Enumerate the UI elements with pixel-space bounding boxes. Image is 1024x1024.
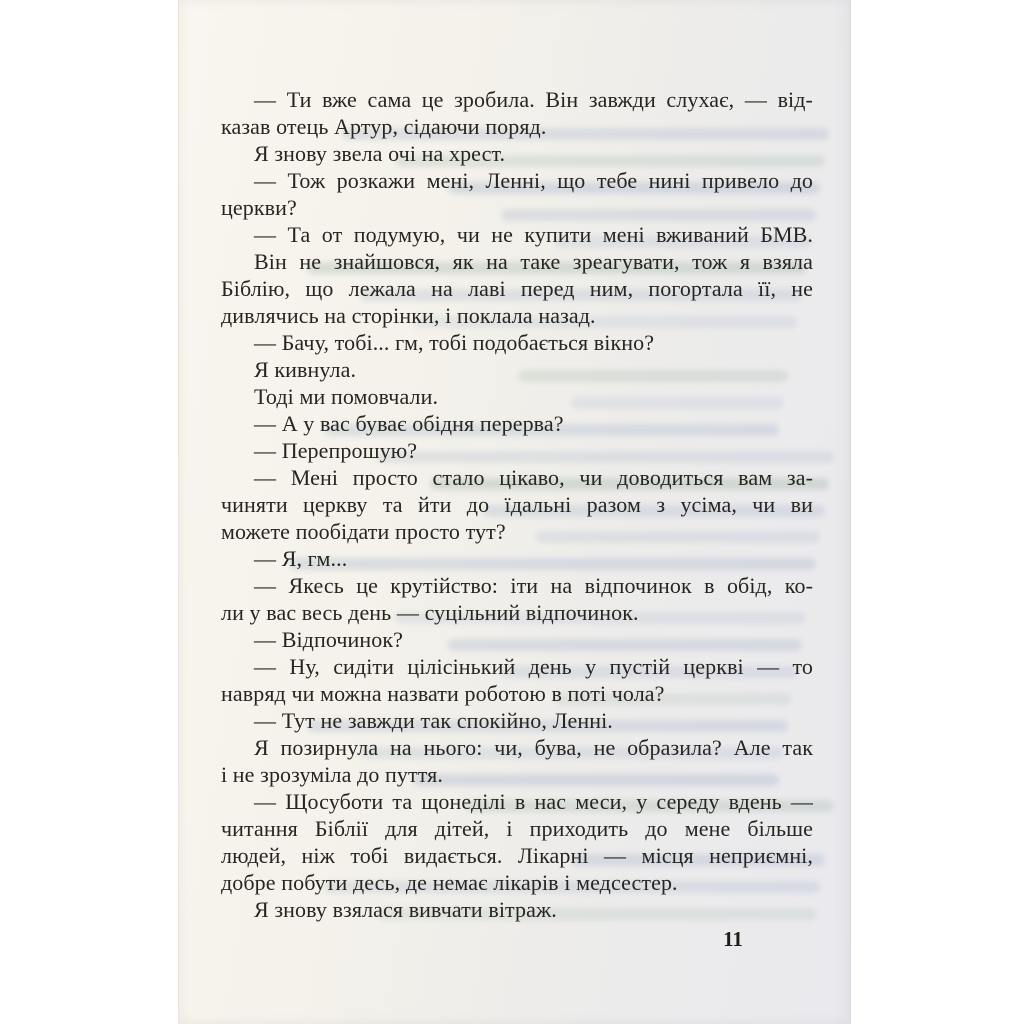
text-line: — Ну, сидіти цілісінький день у пустій церкві — то <box>254 654 813 679</box>
text-line: Він не знайшовся, як на таке зреагувати, тож я взяла <box>254 249 813 274</box>
text-line: добре побути десь, де немає лікарів і медсестер. <box>221 870 678 895</box>
text-line: читання Біблії для дітей, і приходить до мене більше <box>221 816 813 841</box>
page-text-block <box>221 86 813 923</box>
text-line: чиняти церкву та йти до їдальні разом з усіма, чи ви <box>221 492 813 517</box>
text-line: — Тож розкажи мені, Ленні, що тебе нині привело до <box>254 168 813 193</box>
text-line: Я позирнула на нього: чи, бува, не образила? Але так <box>254 735 813 760</box>
text-line: — Відпочинок? <box>254 627 404 652</box>
text-line: ли у вас весь день — суцільний відпочинок. <box>221 600 639 625</box>
book-page <box>178 0 851 1024</box>
page-number: 11 <box>723 927 743 951</box>
text-line: — А у вас буває обідня перерва? <box>254 411 564 436</box>
text-line: — Я, гм... <box>254 546 348 571</box>
text-line: — Тут не завжди так спокійно, Ленні. <box>254 708 613 733</box>
text-line: — Щосуботи та щонеділі в нас меси, у середу вдень — <box>254 789 813 814</box>
text-line: — Ти вже сама це зробила. Він завжди слухає, — від- <box>254 87 813 112</box>
text-line: — Та от подумую, чи не купити мені вживаний БМВ. <box>254 222 813 247</box>
text-line: навряд чи можна назвати роботою в поті чола? <box>221 681 665 706</box>
text-line: Я знову взялася вивчати вітраж. <box>254 897 557 922</box>
text-line: Тоді ми помовчали. <box>254 384 439 409</box>
text-line: — Мені просто стало цікаво, чи доводиться вам за- <box>254 465 813 490</box>
text-line: можете пообідати просто тут? <box>221 519 506 544</box>
text-line: — Бачу, тобі... гм, тобі подобається вікно? <box>254 330 655 355</box>
text-line: — Якесь це крутійство: іти на відпочинок в обід, ко- <box>254 573 813 598</box>
text-line: дивлячись на сторінки, і поклала назад. <box>221 303 596 328</box>
text-line: і не зрозуміла до пуття. <box>221 762 443 787</box>
text-line: казав отець Артур, сідаючи поряд. <box>221 114 547 139</box>
text-line: Я кивнула. <box>254 357 357 382</box>
text-line: людей, ніж тобі видається. Лікарні — місця неприємні, <box>221 843 813 868</box>
text-line: Я знову звела очі на хрест. <box>254 141 506 166</box>
text-line: Біблію, що лежала на лаві перед ним, погортала її, не <box>221 276 813 301</box>
text-line: церкви? <box>221 195 297 220</box>
text-line: — Перепрошую? <box>254 438 418 463</box>
